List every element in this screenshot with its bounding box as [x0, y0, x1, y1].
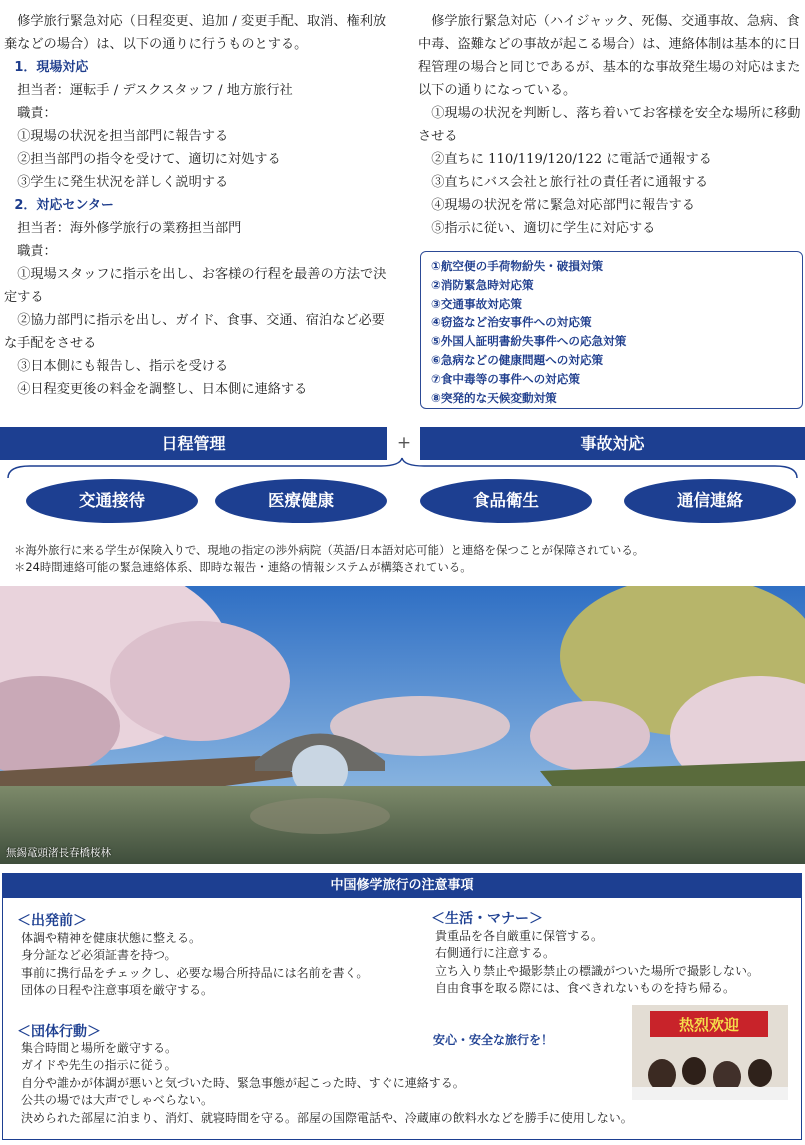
- measure-item: ①航空便の手荷物紛失・破損対策: [431, 259, 604, 273]
- manners-line: 自由食事を取る際には、食べきれないものを持ち帰る。: [435, 981, 736, 996]
- center-staff: 担当者：海外修学旅行の業務担当部門: [17, 221, 242, 236]
- oval-medical: 医療健康: [215, 479, 387, 523]
- accident-item: ④現場の状況を常に緊急対応部門に報告する: [431, 198, 695, 213]
- onsite-item: ①現場の状況を担当部門に報告する: [17, 129, 229, 144]
- manners-line: 貴重品を各自厳重に保管する。: [435, 929, 604, 943]
- oval-transport: 交通接待: [26, 479, 198, 523]
- departure-heading: ＜出発前＞: [17, 913, 87, 929]
- group-line: 自分や誰かが体調が悪いと気づいた時、緊急事態が起こった時、すぐに連絡する。: [21, 1075, 465, 1090]
- measure-item: ③交通事故対応策: [431, 296, 522, 311]
- group-line: ガイドや先生の指示に従う。: [21, 1058, 177, 1073]
- photo-caption: 無錫鼋頭渚長春橋桜林: [6, 847, 111, 859]
- center-item: ④日程変更後の料金を調整し、日本側に連絡する: [17, 382, 308, 397]
- notes: [14, 542, 644, 576]
- departure-list: [21, 930, 368, 1000]
- onsite-item: ③学生に発生状況を詳しく説明する: [17, 175, 229, 190]
- notice-title: 中国修学旅行の注意事項: [3, 874, 801, 898]
- left-intro: 修学旅行緊急対応（日程変更、追加 / 変更手配、取消、権利放棄などの場合）は、以下の通りに行うものとする。: [4, 14, 387, 52]
- group-line: 集合時間と場所を厳守する。: [21, 1041, 178, 1055]
- measure-item: ⑦食中毒等の事件への対応策: [431, 371, 580, 386]
- group-line: 公共の場では大声でしゃべらない。: [21, 1093, 214, 1108]
- departure-line: 団体の日程や注意事項を厳守する。: [21, 983, 214, 998]
- cherry-blossom-photo: [0, 586, 805, 864]
- accident-item: ⑤指示に従い、適切に学生に対応する: [431, 221, 656, 236]
- safe-travel-slogan: 安心・安全な旅行を！: [433, 1033, 554, 1047]
- section-title-center: 2．対応センター: [14, 198, 114, 213]
- onsite-item: ②担当部門の指令を受けて、適切に対処する: [17, 152, 281, 167]
- onsite-staff: 担当者：運転手 / デスクスタッフ / 地方旅行社: [17, 83, 293, 98]
- group-line: 決められた部屋に泊まり、消灯、就寝時間を守る。部屋の国際電話や、冷蔵庫の飲料水などを勝手に使用しない。: [21, 1110, 633, 1125]
- accident-item: ③直ちにバス会社と旅行社の責任者に通報する: [431, 175, 709, 190]
- bracket-connector: [0, 456, 805, 480]
- accident-item: ②直ちに 110/119/120/122 に電話で通報する: [431, 152, 712, 167]
- measure-item: ⑤外国人証明書紛失事件への応急対策: [431, 334, 627, 349]
- measures-box: [420, 251, 803, 409]
- manners-list: [435, 928, 759, 998]
- center-item: ②協力部門に指示を出し、ガイド、食事、交通、宿泊など必要な手配をさせる: [4, 313, 385, 351]
- right-intro: 修学旅行緊急対応（ハイジャック、死傷、交通事故、急病、食中毒、盗難などの事故が起こる場合）は、連絡体制は基本的に日程管理の場合と同じであるが、基本的な事故発生場の対応はまた以下の通りになっている。: [418, 14, 801, 98]
- measure-item: ⑧突発的な天候変動対策: [431, 390, 557, 405]
- onsite-duty-label: 職責：: [17, 106, 57, 121]
- welcome-banner-text: 热烈欢迎: [678, 1016, 740, 1034]
- plus-sign: +: [396, 433, 412, 453]
- accident-item: ①現場の状況を判断し、落ち着いてお客様を安全な場所に移動させる: [418, 106, 801, 144]
- manners-line: 立ち入り禁止や撮影禁止の標識がついた場所で撮影しない。: [435, 963, 760, 978]
- group-list: [21, 1040, 633, 1127]
- classroom-photo: [632, 1005, 788, 1100]
- notice-box: [2, 873, 802, 1140]
- manners-heading: ＜生活・マナー＞: [431, 911, 543, 927]
- center-item: ①現場スタッフに指示を出し、お客様の行程を最善の方法で決定する: [4, 267, 387, 305]
- center-item: ③日本側にも報告し、指示を受ける: [17, 359, 229, 374]
- oval-communication: 通信連絡: [624, 479, 796, 523]
- measure-item: ⑥急病などの健康問題への対応策: [431, 352, 604, 367]
- note-line: ＊海外旅行に来る学生が保険入りで、現地の指定の渉外病院（英語/日本語対応可能）と連絡を保つことが保障されている。: [14, 543, 645, 557]
- right-column: [418, 10, 803, 240]
- departure-line: 身分証など必須証書を持つ。: [21, 948, 177, 963]
- accident-response-bar: 事故対応: [420, 427, 805, 460]
- measure-item: ④窃盗など治安事件への対応策: [431, 315, 592, 330]
- note-line: ＊24時間連絡可能の緊急連絡体系、即時な報告・連絡の情報システムが構築されている。: [14, 560, 472, 574]
- section-title-onsite: 1．現場対応: [14, 60, 89, 75]
- oval-food-hygiene: 食品衛生: [420, 479, 592, 523]
- center-duty-label: 職責：: [17, 244, 57, 259]
- manners-line: 右側通行に注意する。: [435, 946, 556, 961]
- group-heading: ＜団体行動＞: [17, 1024, 101, 1040]
- schedule-management-bar: 日程管理: [0, 427, 387, 460]
- left-column: [4, 10, 392, 401]
- departure-line: 体調や精神を健康状態に整える。: [21, 931, 202, 945]
- departure-line: 事前に携行品をチェックし、必要な場合所持品には名前を書く。: [21, 965, 369, 980]
- measure-item: ②消防緊急時対応策: [431, 277, 534, 292]
